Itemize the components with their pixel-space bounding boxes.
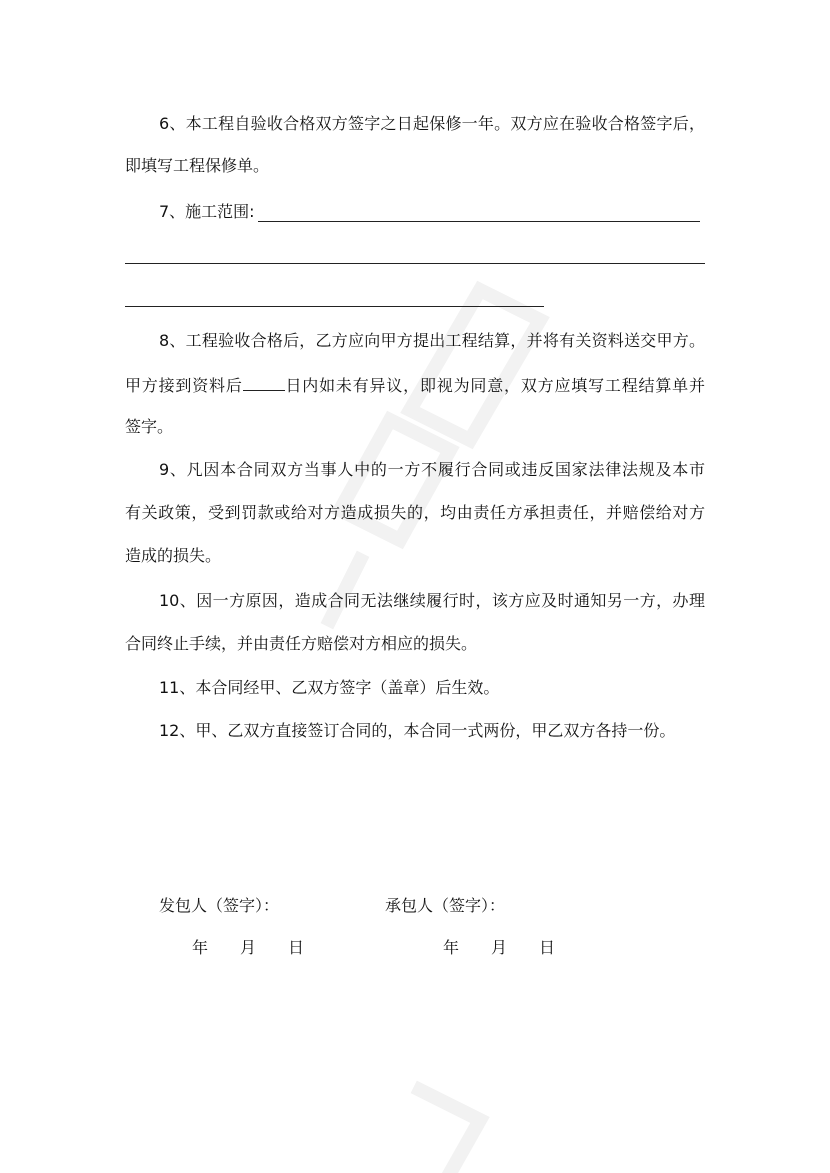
scope-fill-line-3	[125, 306, 544, 307]
clause-10-line-1: 10、因一方原因，造成合同无法继续履行时，该方应及时通知另一方，办理	[159, 591, 705, 610]
clause-8-text-b: 日内如未有异议，即视为同意，双方应填写工程结算单并	[284, 376, 705, 395]
clause-10-line-2: 合同终止手续，并由责任方赔偿对方相应的损失。	[125, 634, 478, 653]
party-b-signature-label: 承包人（签字）：	[385, 896, 506, 915]
clause-8-line-3: 签字。	[125, 417, 174, 436]
party-a-signature-label: 发包人（签字）：	[159, 896, 280, 915]
clause-8-line-2	[125, 374, 705, 397]
clause-7-label: 7、施工范围:	[159, 202, 255, 221]
clause-9-line-3: 造成的损失。	[125, 546, 222, 565]
clause-9-line-1: 9、凡因本合同双方当事人中的一方不履行合同或违反国家法律法规及本市	[159, 460, 705, 479]
days-blank	[243, 374, 285, 391]
clause-9-line-2: 有关政策，受到罚款或给对方造成损失的，均由责任方承担责任，并赔偿给对方	[125, 503, 705, 522]
clause-6-line-2: 即填写工程保修单。	[125, 156, 270, 175]
clause-12: 12、甲、乙双方直接签订合同的，本合同一式两份，甲乙双方各持一份。	[159, 721, 676, 740]
clause-8-line-1: 8、工程验收合格后，乙方应向甲方提出工程结算，并将有关资料送交甲方。	[159, 331, 705, 350]
clause-11: 11、本合同经甲、乙双方签字（盖章）后生效。	[159, 678, 500, 697]
party-a-date: 年 月 日	[192, 938, 305, 957]
scope-fill-line-1	[258, 221, 700, 222]
party-b-date: 年 月 日	[443, 938, 556, 957]
clause-8-text-a: 甲方接到资料后	[125, 376, 243, 395]
scope-fill-line-2	[125, 263, 705, 264]
clause-6-line-1: 6、本工程自验收合格双方签字之日起保修一年。双方应在验收合格签字后，	[159, 114, 705, 133]
